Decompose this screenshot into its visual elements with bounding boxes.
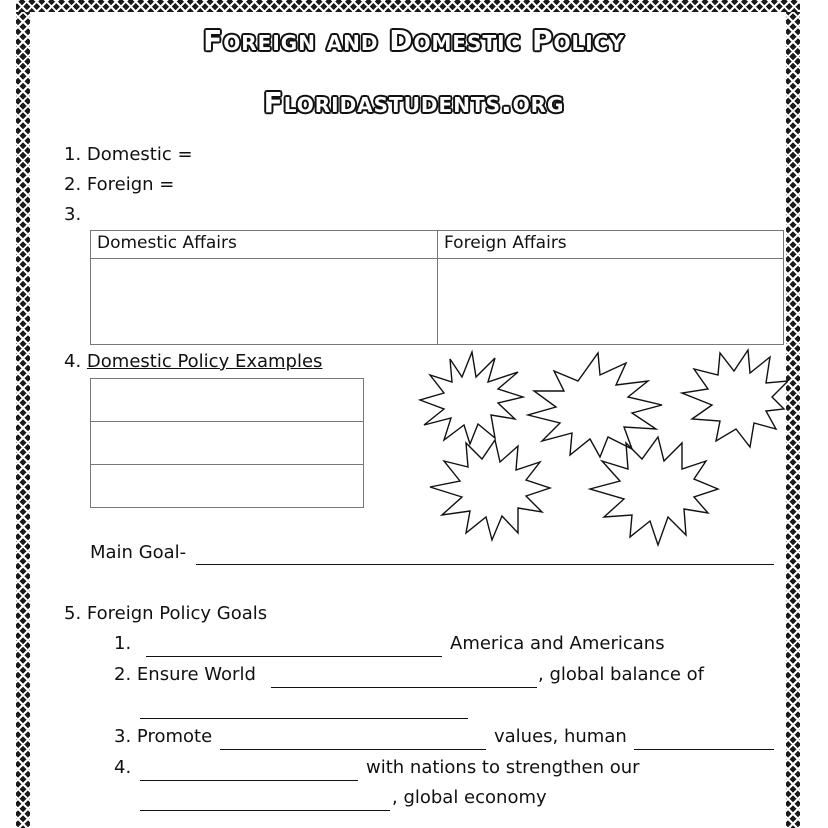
question-2 [64, 174, 174, 195]
goal-3-blank-2[interactable] [634, 733, 774, 750]
goal-3-text: Promote [136, 726, 213, 747]
worksheet-title: Foreign and Domestic Policy [203, 24, 625, 57]
goal-1-text: America and Americans [450, 633, 665, 654]
goal-1-number: 1. [114, 633, 132, 654]
question-1-text: Domestic = [86, 144, 193, 165]
foreign-affairs-cell [438, 259, 784, 345]
example-box-3 [90, 464, 364, 508]
decorative-border-top [16, 0, 800, 12]
question-1-number: 1. [64, 144, 82, 165]
goal-3-lead [114, 726, 212, 747]
decorative-border-left [16, 0, 30, 828]
question-2-number: 2. [64, 174, 82, 195]
example-box-1 [90, 378, 364, 422]
goal-4-number: 4. [114, 757, 132, 778]
goal-2-number: 2. [114, 664, 132, 685]
goal-3-middle: values, human [494, 726, 627, 747]
starburst-2 [528, 353, 662, 457]
domestic-affairs-header: Domestic Affairs [91, 231, 438, 259]
starburst-3 [682, 350, 788, 447]
question-1 [64, 144, 193, 165]
starburst-5 [590, 437, 718, 545]
main-goal-row [90, 542, 186, 563]
main-goal-blank[interactable] [196, 548, 774, 565]
goal-2-blank[interactable] [271, 671, 537, 688]
section-4-title: Domestic Policy Examples [86, 351, 323, 372]
goal-3-blank[interactable] [220, 733, 486, 750]
worksheet-subtitle: Floridastudents.org [263, 86, 565, 119]
starburst-1 [420, 352, 523, 444]
goal-2-blank-line2[interactable] [140, 702, 468, 719]
goal-4-blank[interactable] [140, 764, 358, 781]
question-2-text: Foreign = [86, 174, 175, 195]
question-3-number: 3. [64, 204, 82, 225]
goal-1-blank[interactable] [146, 640, 442, 657]
goal-2-lead [114, 664, 256, 685]
section-5-heading: 5. Foreign Policy Goals [64, 603, 268, 624]
affairs-table [90, 230, 784, 345]
starburst-group [410, 345, 788, 550]
starburst-4 [430, 440, 550, 540]
section-4-number: 4. [64, 351, 82, 372]
domestic-affairs-cell [91, 259, 438, 345]
goal-4-line2-text: , global economy [392, 787, 547, 808]
example-box-2 [90, 421, 364, 465]
section-4-heading [64, 351, 322, 372]
goal-4-blank-line2[interactable] [140, 794, 390, 811]
decorative-border-right [786, 0, 800, 828]
foreign-affairs-header: Foreign Affairs [438, 231, 784, 259]
goal-3-number: 3. [114, 726, 132, 747]
goal-4-text: with nations to strengthen our [366, 757, 640, 778]
goal-2-text: Ensure World [136, 664, 256, 685]
main-goal-label: Main Goal- [90, 542, 187, 563]
goal-2-after: , global balance of [538, 664, 704, 685]
